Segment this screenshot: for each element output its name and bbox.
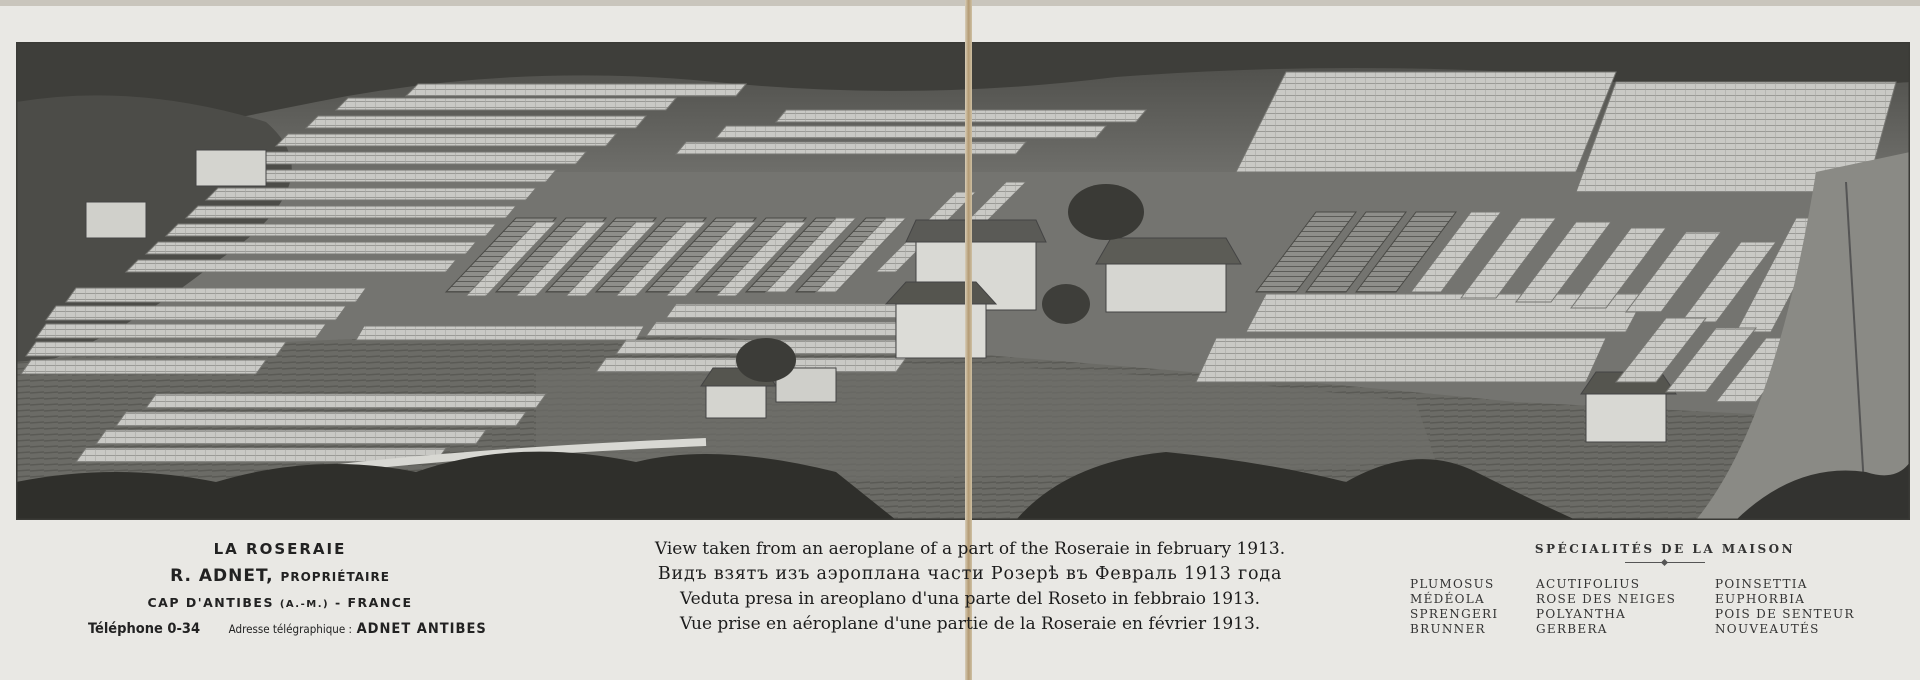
specialty-item: PLUMOSUS <box>1410 577 1495 591</box>
specialties-col-1 <box>1410 577 1498 637</box>
aerial-photo <box>16 42 1910 520</box>
specialty-item: ROSE DES NEIGES <box>1536 592 1677 606</box>
caption-english: View taken from an aeroplane of a part of the Roseraie in february 1913. <box>654 539 1286 559</box>
multilingual-caption <box>520 537 1420 637</box>
telegraph-label: Adresse télégraphique : <box>228 622 352 636</box>
business-name: LA ROSERAIE <box>213 540 347 558</box>
specialty-item: EUPHORBIA <box>1715 592 1806 606</box>
specialty-item: ACUTIFOLIUS <box>1536 577 1641 591</box>
location-name: CAP D'ANTIBES <box>147 595 274 610</box>
caption-french: Vue prise en aéroplane d'une partie de la Roseraie en février 1913. <box>679 614 1261 634</box>
specialties-columns <box>1410 577 1900 647</box>
card-top-edge <box>0 0 1920 6</box>
specialties-col-2 <box>1536 577 1676 637</box>
location-dept: (A.-M.) <box>279 599 330 610</box>
proprietor-line <box>60 566 500 586</box>
specialty-item: BRUNNER <box>1410 622 1486 636</box>
specialty-item: GERBERA <box>1536 622 1608 636</box>
specialties-col-3 <box>1715 577 1855 637</box>
location-country: - FRANCE <box>334 595 413 610</box>
proprietor-block <box>60 540 500 637</box>
caption-italian: Veduta presa in areoplano d'una parte del Roseto in febbraio 1913. <box>679 589 1261 609</box>
specialties-heading: SPÉCIALITÉS DE LA MAISON <box>1534 542 1796 556</box>
specialties-block <box>1410 542 1900 647</box>
telephone: Téléphone 0-34 <box>88 621 201 637</box>
location-line <box>60 595 500 610</box>
specialty-item: POLYANTHA <box>1536 607 1627 621</box>
specialty-item: POIS DE SENTEUR <box>1715 607 1855 621</box>
caption-area <box>0 520 1920 680</box>
contact-line <box>60 618 500 637</box>
telegraph-address: ADNET ANTIBES <box>356 621 487 637</box>
specialty-item: NOUVEAUTÉS <box>1715 622 1820 636</box>
proprietor-name: R. ADNET, <box>170 566 274 586</box>
specialty-item: POINSETTIA <box>1715 577 1808 591</box>
ornament-divider <box>1625 562 1705 563</box>
caption-russian: Видъ взятъ изъ аэроплана части Розерѣ въ Февраль 1913 года <box>657 564 1283 584</box>
specialty-item: SPRENGERI <box>1410 607 1499 621</box>
proprietor-title: PROPRIÉTAIRE <box>280 570 390 584</box>
specialty-item: MÉDÉOLA <box>1410 592 1486 606</box>
aerial-greenhouse-photo <box>16 42 1910 520</box>
